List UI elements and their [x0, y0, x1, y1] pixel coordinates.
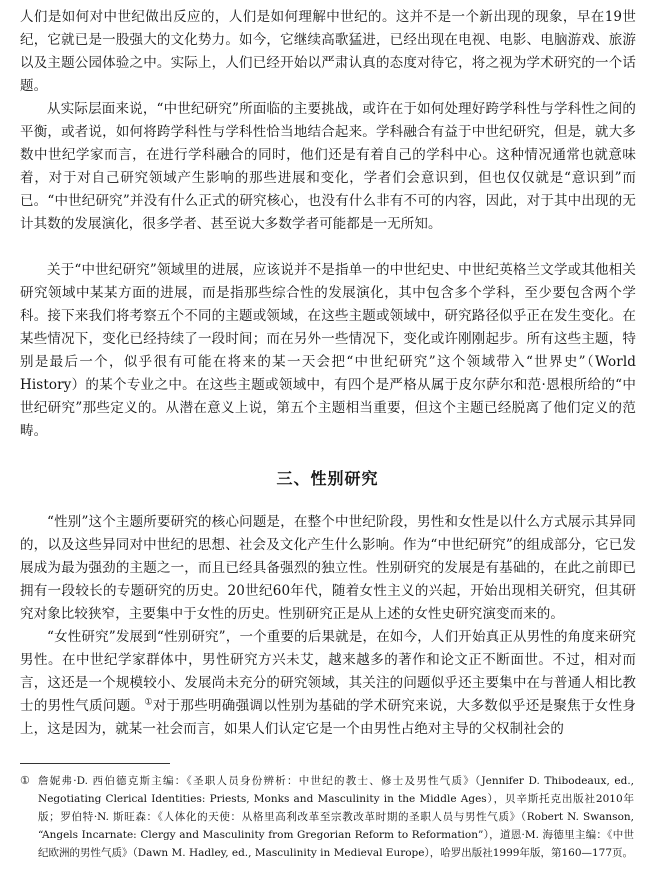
footnote-text: 詹妮弗·D. 西伯德克斯主编：《圣职人员身份辨析：中世纪的教士、修士及男性气质》（Jennifer D. Thibodeaux, ed., Negotiating Clerical Identities: Priests, Monks and Masculinity in the Middle Ages），贝辛斯托克出版社2010年版；罗伯特·N. 斯旺森：《人体化的天使：从格里高利改革至宗教改革时期的圣职人员与男性气质》（Robert N. Swanson, “Angels Incarnate: Clergy and Masculinity from Gregorian Reform to Reformation”），道恩·M. 海德里主编：《中世纪欧洲的男性气质》（Dawn M. Hadley, ed., Masculinity in Medieval Europe），哈罗出版社1999年版，第160—177页。: [38, 775, 634, 859]
paragraph-4: “性别”这个主题所要研究的核心问题是，在整个中世纪阶段，男性和女性是以什么方式展示其异同的，以及这些异同对中世纪的思想、社会及文化产生什么影响。作为“中世纪研究”的组成部分，它已发展成为最为强劲的主题之一，而且已经具备强烈的独立性。性别研究的发展是有基础的，在此之前即已拥有一段较长的专题研究的历史。20世纪60年代，随着女性主义的兴起，开始出现相关研究，但其研究对象比较狭窄，主要集中于女性的历史。性别研究正是从上述的女性史研究演变而来的。: [20, 514, 636, 622]
paragraph-5-part-b: 对于那些明确强调以性别为基础的学术研究来说，大多数似乎还是聚焦于女性身上，这是因为，就某一社会而言，如果人们认定它是一个由男性占绝对主导的父权制社会的: [20, 698, 636, 737]
paragraph-2: 从实际层面来说，“中世纪研究”所面临的主要挑战，或许在于如何处理好跨学科性与学科性之间的平衡，或者说，如何将跨学科性与学科性恰当地结合起来。学科融合有益于中世纪研究，但是，就大多数中世纪学家而言，在进行学科融合的同时，他们还是有着自己的学科中心。这种情况通常也就意味着，对于对自己研究领域产生影响的那些进展和变化，学者们会意识到，但也仅仅就是“意识到”而已。“中世纪研究”并没有什么正式的研究核心，也没有什么非有不可的内容，因此，对于其中出现的无计其数的发展演化，很多学者、甚至说大多数学者可能都是一无所知。: [20, 101, 636, 232]
paragraph-5-part-a: “女性研究”发展到“性别研究”，一个重要的后果就是，在如今，人们开始真正从男性的角度来研究男性。在中世纪学家群体中，男性研究方兴未艾，越来越多的著作和论文正不断面世。不过，相对而言，这还是一个规模较小、发展尚未充分的研究领域，其关注的问题似乎还主要集中在与普通人相比教士的男性气质问题。: [20, 629, 636, 714]
paragraph-5: [20, 626, 636, 741]
footnote-mark: ①: [20, 774, 30, 787]
paragraph-3: 关于“中世纪研究”领域里的进展，应该说并不是指单一的中世纪史、中世纪英格兰文学或其他相关研究领域中某某方面的进展，而是指那些综合性的发展演化，其中包含多个学科，至少要包含两个学科。接下来我们将考察五个不同的主题或领域，在这些主题或领域中，研究路径似乎正在发生变化。在某些情况下，变化已经持续了一段时间；而在另外一些情况下，变化或许刚刚起步。所有这些主题，特别是最后一个，似乎很有可能在将来的某一天会把“中世纪研究”这个领域带入“世界史”（World History）的某个专业之中。在这些主题或领域中，有四个是严格从属于皮尔萨尔和范·恩根所给的“中世纪研究”那些定义的。从潜在意义上说，第五个主题相当重要，但这个主题已经脱离了他们定义的范畴。: [20, 262, 636, 439]
paragraph-1: 人们是如何对中世纪做出反应的，人们是如何理解中世纪的。这并不是一个新出现的现象，早在19世纪，它就已是一股强大的文化势力。如今，它继续高歌猛进，已经出现在电视、电影、电脑游戏、旅游以及主题公园体验之中。实际上，人们已经开始以严肃认真的态度对待它，将之视为学术研究的一个话题。: [20, 9, 636, 94]
footnote-reference[interactable]: ①: [144, 697, 153, 708]
section-heading: 三、性别研究: [276, 469, 379, 488]
footnote-divider: [20, 763, 170, 764]
